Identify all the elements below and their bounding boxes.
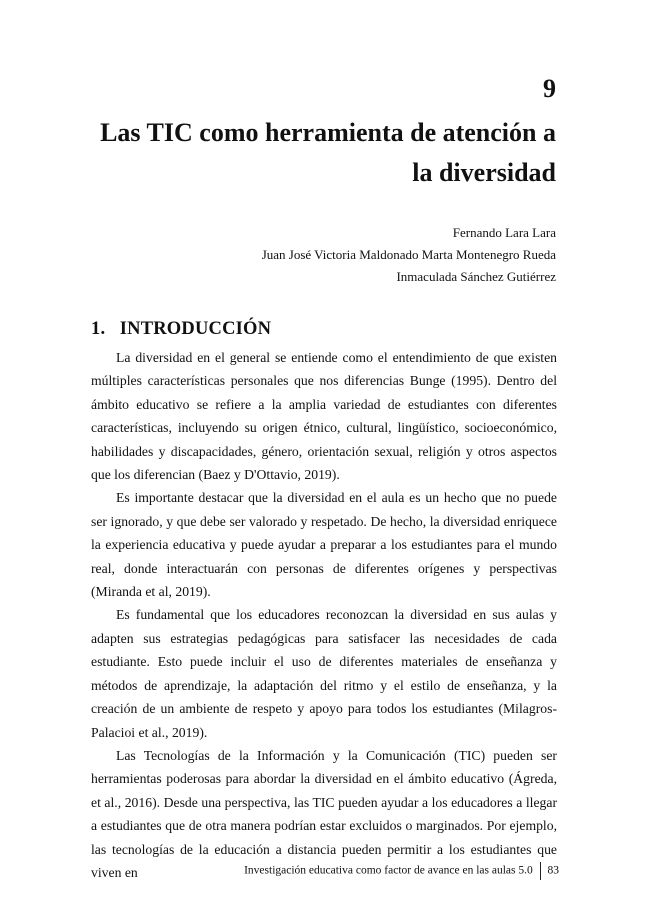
paragraph: Las Tecnologías de la Información y la Comunicación (TIC) pueden ser herramientas poderosas para abordar la diversidad en el ámbito educativo (Ágreda, et al., 2016). Desde una perspectiva, las TIC pueden ayudar a los educadores a llegar a estudiantes que de otra manera podrían estar excluidos o marginados. Por ejemplo, las tecnologías de la educación a distancia pueden permitir a los estudiantes que viven en bbox=[91, 747, 557, 880]
paragraph: La diversidad en el general se entiende como el entendimiento de que existen múltiples características personales que nos diferencias Bunge (1995). Dentro del ámbito educativo se refiere a la amplia variedad de estudiantes con diferentes características, incluyendo su origen étnico, cultural, lingüístico, socioeconómico, habilidades y discapacidades, género, orientación sexual, religión y otros aspectos que los diferencian (Baez y D'Ottavio, 2019). bbox=[91, 350, 557, 483]
chapter-title: Las TIC como herramienta de atención a la diversidad bbox=[100, 118, 556, 187]
author-list bbox=[262, 222, 556, 288]
chapter-number: 9 bbox=[543, 74, 556, 103]
author-name: Inmaculada Sánchez Gutiérrez bbox=[396, 269, 556, 284]
page-number: 83 bbox=[547, 864, 559, 877]
author-name: Juan José Victoria Maldonado Marta Montenegro Rueda bbox=[261, 247, 556, 262]
paragraph: Es fundamental que los educadores reconozcan la diversidad en sus aulas y adapten sus estrategias pedagógicas para satisfacer las necesidades de cada estudiante. Esto puede incluir el uso de diferentes materiales de enseñanza y métodos de aprendizaje, la adaptación del ritmo y el estilo de enseñanza, y la creación de un ambiente de respeto y apoyo para todos los estudiantes (Milagros-Palacioi et al., 2019). bbox=[91, 607, 557, 740]
footer-divider bbox=[540, 862, 541, 880]
footer-book-title: Investigación educativa como factor de avance en las aulas 5.0 bbox=[244, 864, 533, 877]
page-footer bbox=[0, 862, 559, 880]
author-name: Fernando Lara Lara bbox=[452, 225, 556, 240]
section-heading: 1. INTRODUCCIÓN bbox=[91, 319, 272, 339]
paragraph: Es importante destacar que la diversidad en el aula es un hecho que no puede ser ignorado, y que debe ser valorado y respetado. De hecho, la diversidad enriquece la experiencia educativa y puede ayudar a preparar a los estudiantes para el mundo real, donde interactuarán con personas de diferentes orígenes y perspectivas (Miranda et al, 2019). bbox=[91, 490, 557, 600]
body-text bbox=[91, 346, 557, 884]
